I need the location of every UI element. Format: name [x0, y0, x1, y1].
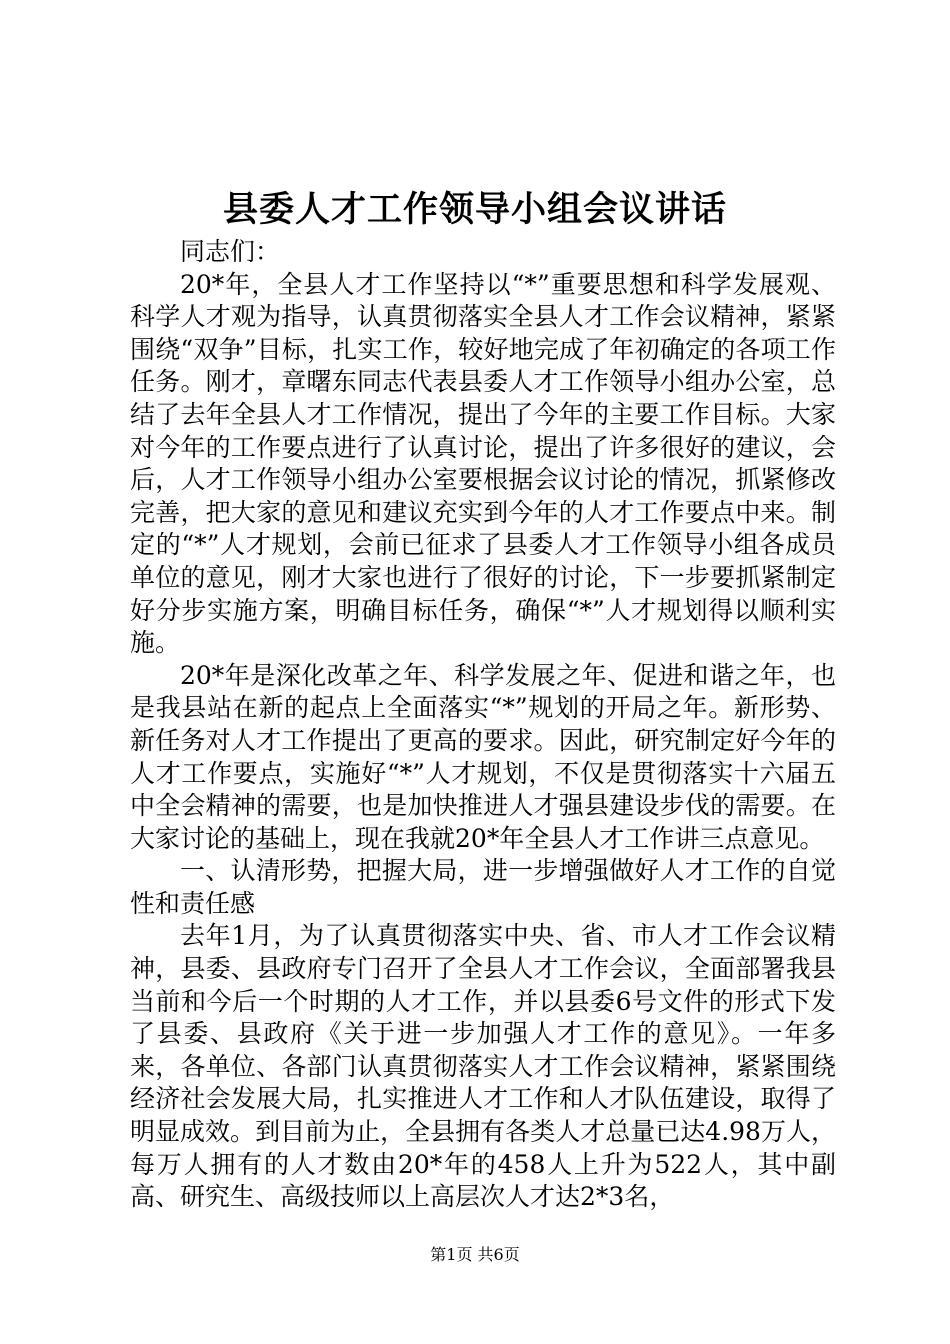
paragraph-3: 去年1月，为了认真贯彻落实中央、省、市人才工作会议精神，县委、县政府专门召开了全县人才工作会议，全面部署我县当前和今后一个时期的人才工作，并以县委6号文件的形式下发了县委、县政府《关于进一步加强人才工作的意见》。一年多来，各单位、各部门认真贯彻落实人才工作会议精神，紧紧围绕经济社会发展大局，扎实推进人才工作和人才队伍建设，取得了明显成效。到目前为止，全县拥有各类人才总量已达4.98万人，每万人拥有的人才数由20*年的458人上升为522人，其中副高、研究生、高级技师以上高层次人才达2*3名，	[130, 921, 836, 1212]
page-footer: 第1页 共6页	[430, 1245, 520, 1264]
paragraph-1: 20*年，全县人才工作坚持以“*”重要思想和科学发展观、科学人才观为指导，认真贯彻落实全县人才工作会议精神，紧紧围绕“双争”目标，扎实工作，较好地完成了年初确定的各项工作任务。刚才，章曙东同志代表县委人才工作领导小组办公室，总结了去年全县人才工作情况，提出了今年的主要工作目标。大家对今年的工作要点进行了认真讨论，提出了许多很好的建议，会后，人才工作领导小组办公室要根据会议讨论的情况，抓紧修改完善，把大家的意见和建议充实到今年的人才工作要点中来。制定的“*”人才规划，会前已征求了县委人才工作领导小组各成员单位的意见，刚才大家也进行了很好的讨论，下一步要抓紧制定好分步实施方案，明确目标任务，确保“*”人才规划得以顺利实施。	[130, 269, 836, 658]
paragraph-2: 20*年是深化改革之年、科学发展之年、促进和谐之年，也是我县站在新的起点上全面落实“*”规划的开局之年。新形势、新任务对人才工作提出了更高的要求。因此，研究制定好今年的人才工作要点，实施好“*”人才规划，不仅是贯彻落实十六届五中全会精神的需要，也是加快推进人才强县建设步伐的需要。在大家讨论的基础上，现在我就20*年全县人才工作讲三点意见。	[130, 660, 836, 853]
document-body	[130, 236, 836, 1214]
section-heading-1: 一、认清形势，把握大局，进一步增强做好人才工作的自觉性和责任感	[130, 856, 836, 918]
page-title: 县委人才工作领导小组会议讲话	[222, 189, 727, 230]
salutation: 同志们：	[180, 237, 281, 266]
